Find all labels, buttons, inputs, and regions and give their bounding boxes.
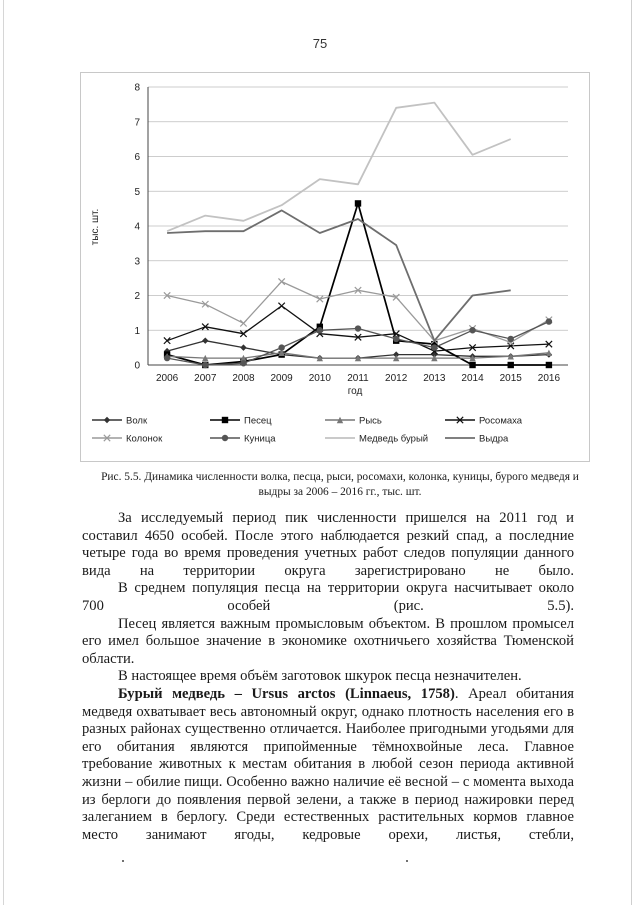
legend-label: Росомаха: [479, 415, 523, 427]
page-speck: [122, 860, 124, 862]
page-edge-right: [631, 0, 632, 905]
data-point-square: [546, 362, 552, 368]
paragraph-average: В среднем популяция песца на территории округа насчитывает около 700 особей (рис. 5.5).: [82, 580, 574, 614]
legend-label: Волк: [126, 415, 148, 427]
x-tick-label: 2012: [385, 373, 408, 384]
data-point-circle: [240, 360, 246, 366]
data-point-square: [469, 362, 475, 368]
x-tick-label: 2011: [347, 373, 369, 384]
species-heading: Бурый медведь – Ursus arctos (Linnaeus, 1758): [118, 685, 455, 702]
paragraph-importance: Песец является важным промысловым объектом. В прошлом промысел его имел большое значение в экономике охотничьего хозяйства Тюменской области.: [82, 615, 574, 667]
x-tick-label: 2014: [461, 373, 484, 384]
data-point-circle: [222, 435, 228, 441]
y-tick-label: 8: [134, 82, 140, 94]
paragraph-brown-bear: [82, 686, 574, 844]
x-tick-label: 2008: [232, 373, 255, 384]
y-tick-label: 2: [134, 291, 140, 302]
x-tick-label: 2007: [194, 373, 217, 384]
x-tick-label: 2006: [155, 373, 179, 384]
y-tick-label: 3: [134, 256, 140, 268]
paragraph-peak: За исследуемый период пик численности пришелся на 2011 год и составил 4650 особей. После этого наблюдается резкий спад, а последние четыре года во время проведения учетных работ следов популяции данного вида на территории округа зарегистрировано не было.: [82, 510, 574, 579]
x-axis-label: год: [347, 386, 363, 397]
paragraph-harvest: В настоящее время объём заготовок шкурок песца незначителен.: [118, 668, 522, 685]
data-point-circle: [317, 327, 323, 333]
data-point-square: [222, 417, 228, 423]
brown-bear-text: . Ареал обитания медведя охватывает весь автономный округ, однако плотность населения его в разных районах существенно отличается. Наиболее пригодными угодьями для его обитания являются припойменные тёмнохвойные леса. Главное требование животных к местам обитания в любой сезон периода активной жизни – обилие пищи. Особенно важно наличие её весной – с момента выхода из берлоги до появления первой зелени, а также в период нажировки перед залеганием в берлогу. Среди естественных растительных кормов главное место занимают ягоды, кедровые орехи, листья, стебли,: [82, 685, 574, 843]
y-tick-label: 0: [134, 360, 140, 372]
y-tick-label: 5: [134, 186, 140, 198]
data-point-square: [508, 362, 514, 368]
legend-label: Рысь: [359, 415, 382, 427]
y-tick-label: 6: [134, 152, 140, 163]
data-point-circle: [431, 344, 437, 350]
legend-label: Песец: [244, 415, 272, 427]
data-point-circle: [278, 344, 284, 350]
x-tick-label: 2015: [499, 373, 522, 384]
page-speck: [406, 860, 408, 862]
y-tick-label: 1: [134, 325, 140, 337]
data-point-circle: [546, 318, 552, 324]
y-tick-label: 4: [134, 221, 140, 233]
body-text: [82, 510, 574, 844]
data-point-square: [355, 200, 361, 206]
x-tick-label: 2013: [423, 373, 446, 384]
x-tick-label: 2010: [308, 373, 331, 384]
data-point-circle: [202, 362, 208, 368]
data-point-circle: [355, 325, 361, 331]
x-tick-label: 2016: [537, 373, 561, 384]
legend-label: Колонок: [126, 433, 163, 445]
data-point-circle: [469, 327, 475, 333]
data-point-circle: [393, 336, 399, 342]
data-point-circle: [164, 355, 170, 361]
legend-label: Медведь бурый: [359, 433, 429, 445]
page-edge-left: [3, 0, 4, 905]
x-tick-label: 2009: [270, 373, 293, 384]
legend-label: Куница: [244, 433, 276, 445]
figure-caption: Рис. 5.5. Динамика численности волка, песца, рыси, росомахи, колонка, куницы, бурого медведя и выдры за 2006 – 2016 гг., тыс. шт.: [101, 471, 579, 498]
y-axis-label: тыс. шт.: [90, 208, 101, 246]
chart-border: [81, 73, 590, 462]
legend-label: Выдра: [479, 433, 509, 445]
y-tick-label: 7: [134, 117, 140, 129]
data-point-circle: [508, 336, 514, 342]
population-line-chart: [80, 72, 590, 462]
page-number: 75: [312, 36, 328, 51]
